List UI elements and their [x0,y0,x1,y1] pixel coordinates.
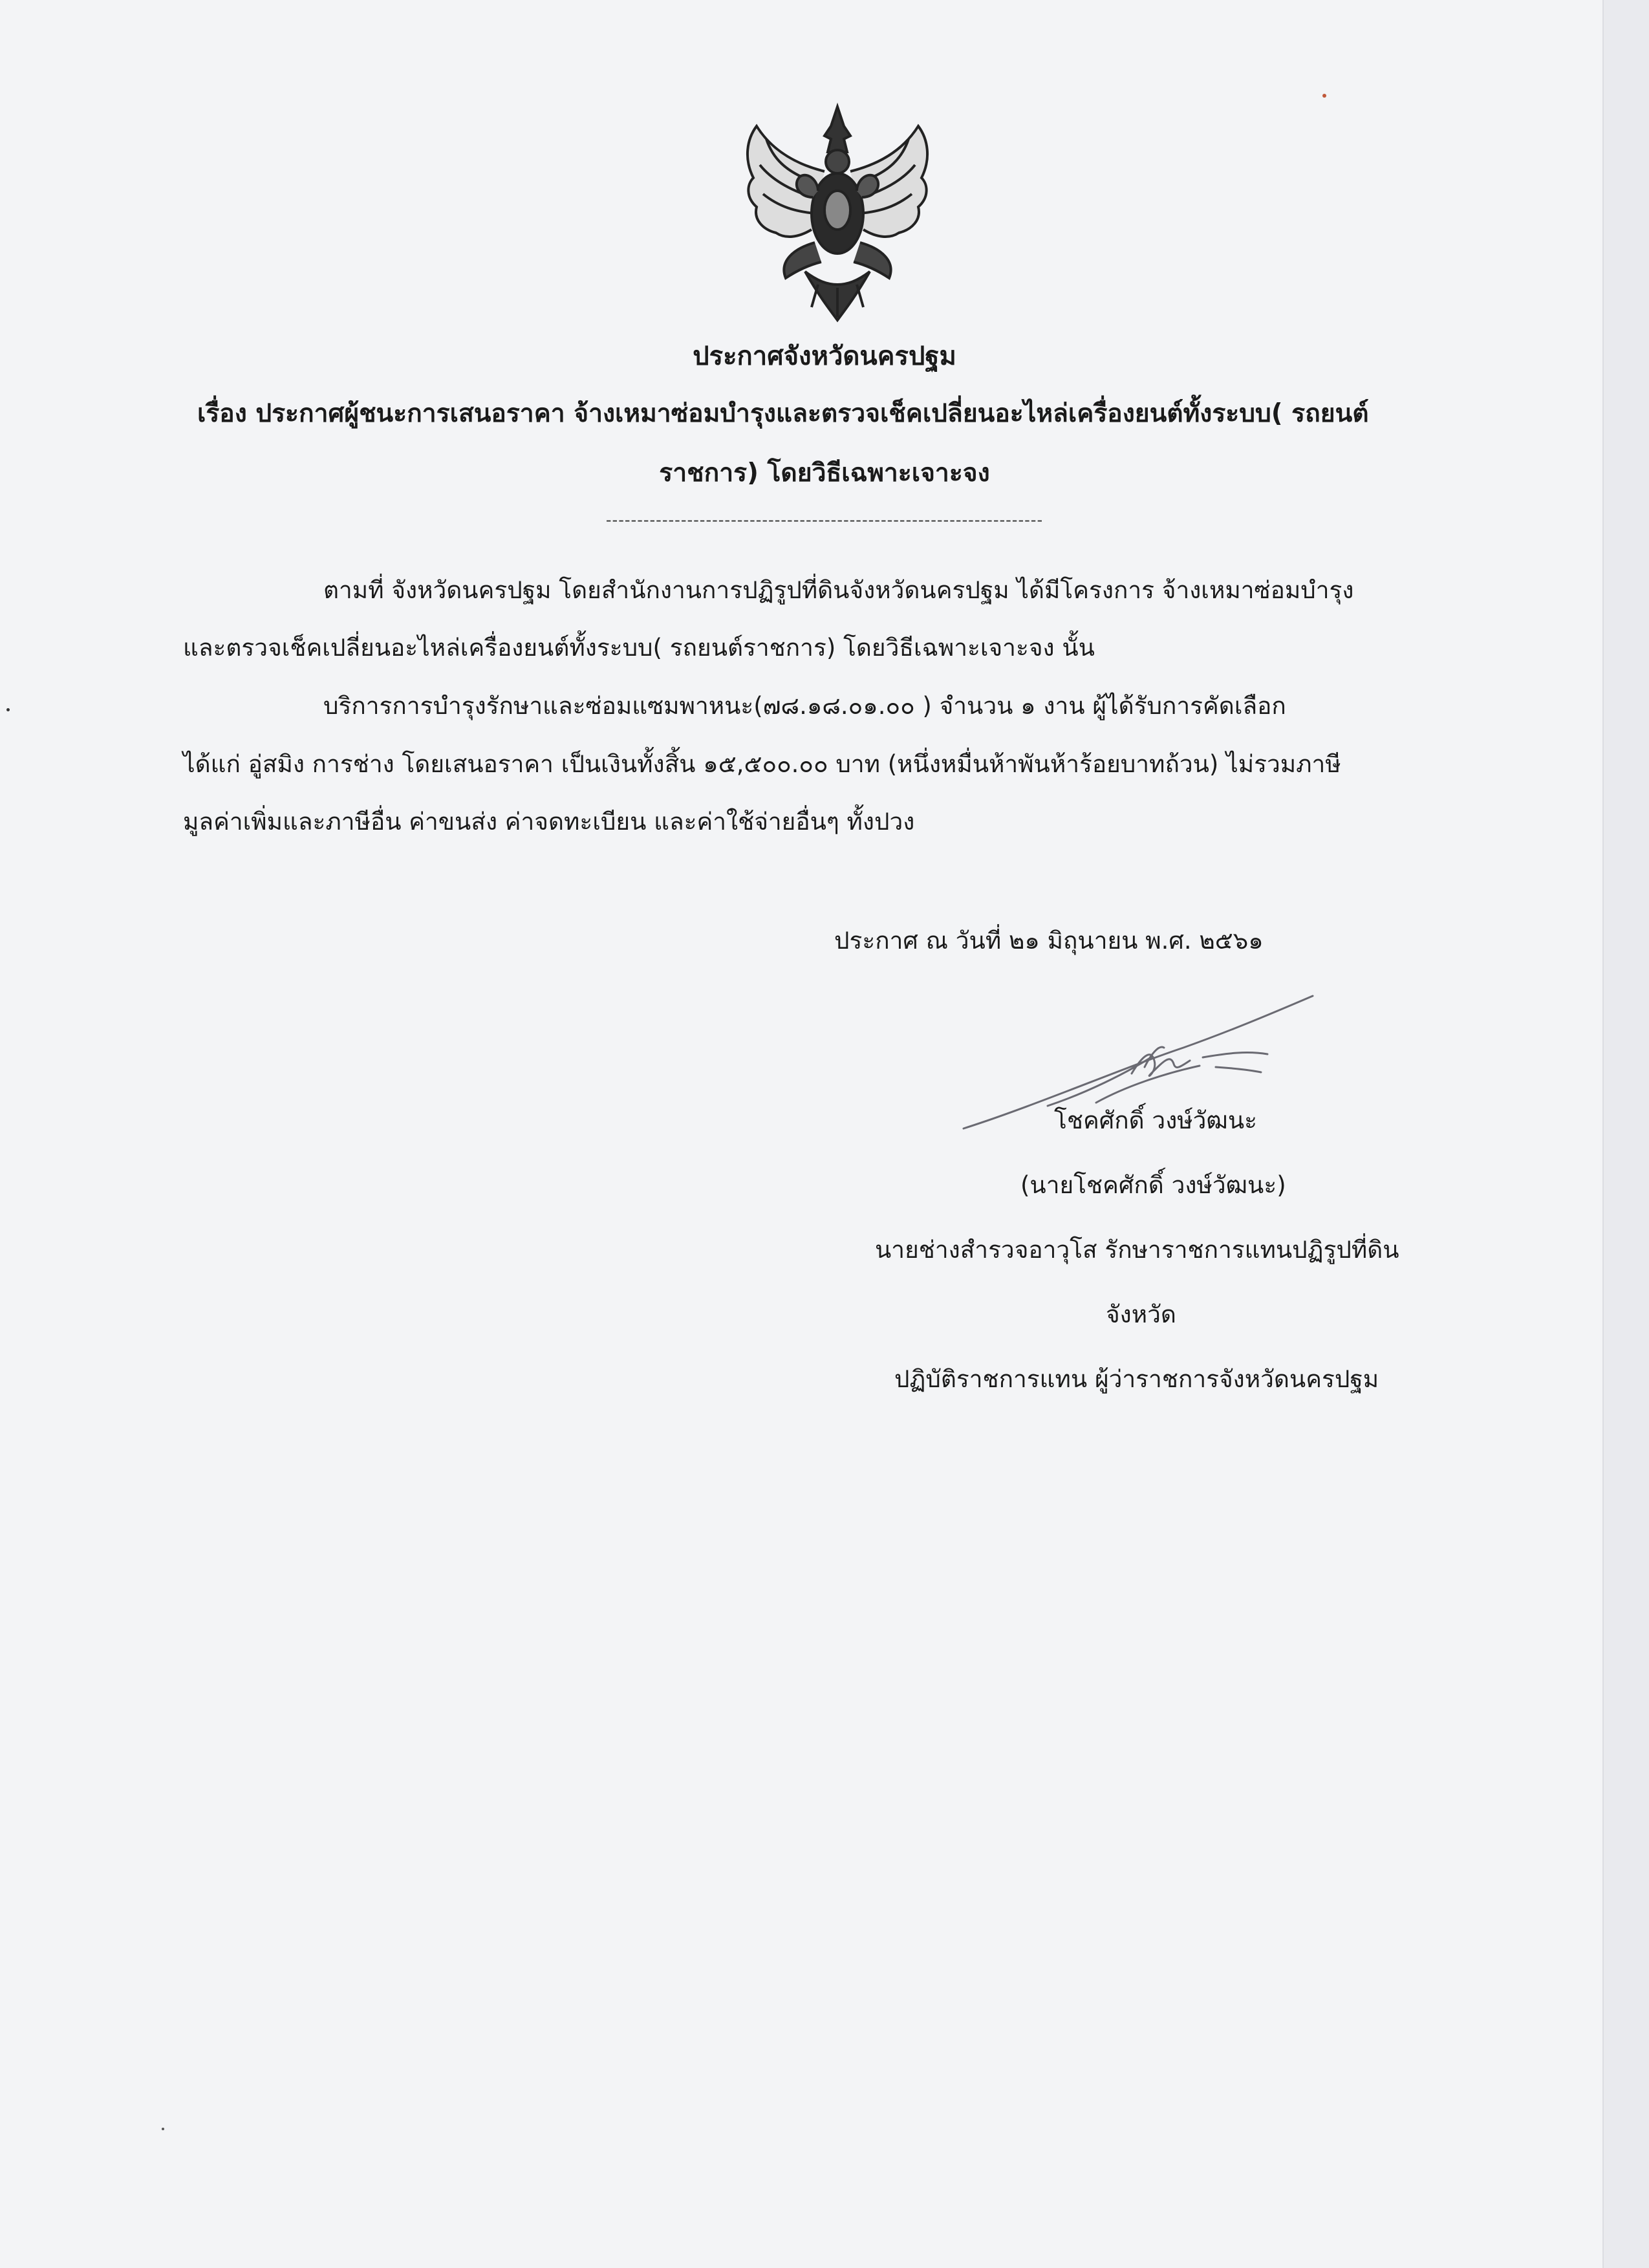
signatory-name: โชคศักดิ์ วงษ์วัฒนะ [1054,1107,1258,1134]
paragraph-2-line-2: ได้แก่ อู่สมิง การช่าง โดยเสนอราคา เป็นเงินทั้งสิ้น ๑๕,๕๐๐.๐๐ บาท (หนึ่งหมื่นห้าพันห้าร้อยบาทถ้วน) ไม่รวมภาษี [183,750,1341,778]
paragraph-2-line-3: มูลค่าเพิ่มและภาษีอื่น ค่าขนส่ง ค่าจดทะเบียน และค่าใช้จ่ายอื่นๆ ทั้งปวง [183,808,915,836]
garuda-emblem-icon [727,100,947,327]
signatory-position-line-3: ปฏิบัติราชการแทน ผู้ว่าราชการจังหวัดนครปฐม [894,1365,1379,1393]
signatory-full-name: (นายโชคศักดิ์ วงษ์วัฒนะ) [1020,1171,1286,1199]
announcement-date: ประกาศ ณ วันที่ ๒๑ มิถุนายน พ.ศ. ๒๕๖๑ [834,927,1264,955]
signatory-position-line-1: นายช่างสำรวจอาวุโส รักษาราชการแทนปฏิรูปที่ดิน [875,1236,1399,1264]
document-title: ประกาศจังหวัดนครปฐม [693,341,956,371]
signatory-position-line-2: จังหวัด [1106,1301,1176,1328]
paper-speck [1322,94,1326,98]
paper-speck [6,708,10,711]
paragraph-1-line-2: และตรวจเช็คเปลี่ยนอะไหล่เครื่องยนต์ทั้งระบบ( รถยนต์ราชการ) โดยวิธีเฉพาะเจาะจง นั้น [183,634,1095,662]
subject-line-1: เรื่อง ประกาศผู้ชนะการเสนอราคา จ้างเหมาซ่อมบำรุงและตรวจเช็คเปลี่ยนอะไหล่เครื่องยนต์ทั้งระบบ( รถยนต์ [197,399,1369,428]
paragraph-2-line-1: บริการการบำรุงรักษาและซ่อมแซมพาหนะ(๗๘.๑๘.๐๑.๐๐ ) จำนวน ๑ งาน ผู้ได้รับการคัดเลือก [323,692,1286,720]
paragraph-1-line-1: ตามที่ จังหวัดนครปฐม โดยสำนักงานการปฏิรูปที่ดินจังหวัดนครปฐม ได้มีโครงการ จ้างเหมาซ่อมบำรุง [323,576,1354,604]
subject-line-2: ราชการ) โดยวิธีเฉพาะเจาะจง [659,459,990,488]
paper-speck [162,2128,164,2130]
separator-line: ---------------------------------------------------------------------- [605,511,1044,529]
